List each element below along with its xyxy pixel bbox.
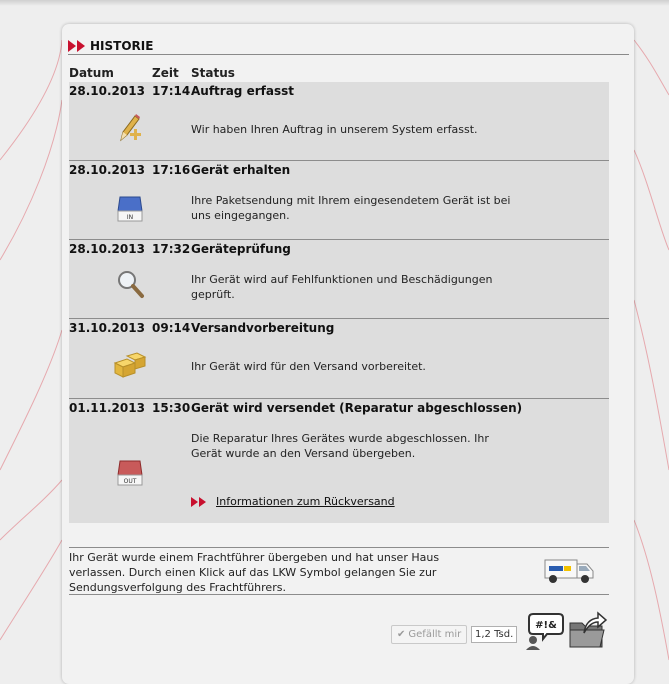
- history-row: [69, 82, 609, 161]
- row-time: 09:14: [152, 321, 191, 335]
- row-time: 17:16: [152, 163, 191, 177]
- column-header-date: Datum: [69, 66, 114, 80]
- shipping-info-box: [69, 547, 609, 595]
- row-time: 15:30: [152, 401, 191, 415]
- magnifier-icon: [113, 268, 147, 300]
- row-description: Ihr Gerät wird für den Versand vorbereitet.: [191, 360, 426, 373]
- row-time: 17:14: [152, 84, 191, 98]
- row-description: Wir haben Ihren Auftrag in unserem System erfasst.: [191, 123, 478, 136]
- history-table: [69, 82, 609, 523]
- pencil-plus-icon: [113, 112, 147, 144]
- like-count: 1,2 Tsd.: [471, 626, 517, 643]
- comment-icon-label: #!&: [535, 620, 557, 631]
- row-status: Gerät wird versendet (Reparatur abgeschlossen): [191, 401, 523, 415]
- double-arrow-icon: [68, 40, 86, 52]
- row-time: 17:32: [152, 242, 191, 256]
- inbox-in-icon: [113, 191, 147, 223]
- row-date: 28.10.2013: [69, 242, 145, 256]
- comment-bubble-icon[interactable]: [525, 610, 565, 654]
- check-icon: ✔: [397, 629, 406, 640]
- double-arrow-icon: [191, 497, 207, 507]
- row-date: 31.10.2013: [69, 321, 145, 335]
- delivery-truck-icon[interactable]: [543, 556, 595, 588]
- shipping-info-text: Ihr Gerät wurde einem Frachtführer übergeben und hat unser Haus verlassen. Durch einen Klick auf das LKW Symbol gelangen Sie zur Sendungsverfolgung des Frachtführers.: [69, 551, 440, 594]
- row-status: Gerät erhalten: [191, 163, 291, 177]
- like-button[interactable]: [391, 625, 467, 644]
- outbox-out-icon: [113, 455, 147, 487]
- row-description: Ihre Paketsendung mit Ihrem eingesendetem Gerät ist bei uns eingegangen.: [191, 194, 511, 222]
- return-shipping-info-link[interactable]: Informationen zum Rückversand: [216, 495, 395, 508]
- history-row: [69, 240, 609, 319]
- row-date: 01.11.2013: [69, 401, 145, 415]
- history-row: [69, 161, 609, 240]
- inbox-icon-label: IN: [126, 214, 134, 221]
- row-description: Ihr Gerät wird auf Fehlfunktionen und Beschädigungen geprüft.: [191, 273, 493, 301]
- row-status: Versandvorbereitung: [191, 321, 335, 335]
- row-date: 28.10.2013: [69, 84, 145, 98]
- row-description: Die Reparatur Ihres Gerätes wurde abgeschlossen. Ihr Gerät wurde an den Versand übergeben.: [191, 432, 489, 460]
- like-button-label: Gefällt mir: [408, 629, 462, 640]
- return-info-link-line: [191, 495, 395, 508]
- history-row: [69, 399, 609, 523]
- share-folder-icon[interactable]: [568, 611, 608, 653]
- section-title: HISTORIE: [90, 39, 154, 53]
- row-status: Geräteprüfung: [191, 242, 291, 256]
- column-headers: [69, 66, 609, 83]
- column-header-status: Status: [191, 66, 235, 80]
- outbox-icon-label: OUT: [123, 478, 137, 485]
- row-status: Auftrag erfasst: [191, 84, 294, 98]
- section-header: [68, 38, 629, 55]
- column-header-time: Zeit: [152, 66, 179, 80]
- history-row: [69, 319, 609, 399]
- packages-icon: [113, 349, 147, 381]
- top-bar: [0, 0, 669, 6]
- history-panel: [62, 24, 634, 684]
- row-date: 28.10.2013: [69, 163, 145, 177]
